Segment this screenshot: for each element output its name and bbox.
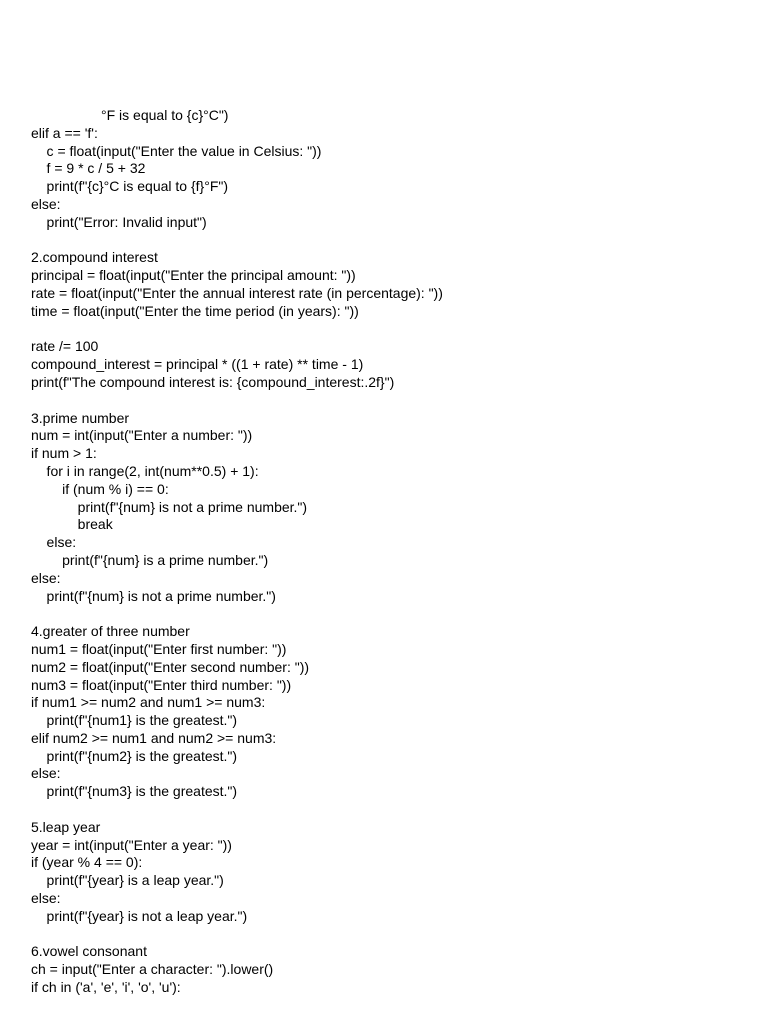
text-line: print(f"{num3} is the greatest.")	[31, 783, 238, 800]
text-line: else:	[31, 569, 61, 586]
text-line: f = 9 * c / 5 + 32	[31, 160, 146, 177]
document-body	[31, 107, 751, 997]
text-line: 6.vowel consonant	[31, 943, 147, 960]
text-line: print(f"The compound interest is: {compound_interest:.2f}")	[31, 373, 395, 390]
text-line	[31, 801, 751, 819]
text-line: °F is equal to {c}°C")	[31, 107, 229, 123]
text-line: else:	[31, 765, 61, 782]
text-line: print("Error: Invalid input")	[31, 213, 207, 230]
text-line: if ch in ('a', 'e', 'i', 'o', 'u'):	[31, 979, 181, 996]
text-line: if (year % 4 == 0):	[31, 854, 143, 871]
text-line: num2 = float(input("Enter second number: "))	[31, 658, 310, 675]
text-line: print(f"{num1} is the greatest.")	[31, 712, 238, 729]
text-line: num = int(input("Enter a number: "))	[31, 427, 253, 444]
text-line: if num > 1:	[31, 445, 97, 462]
text-line: if num1 >= num2 and num1 >= num3:	[31, 694, 266, 711]
text-line	[31, 392, 751, 410]
text-line: print(f"{num} is a prime number.")	[31, 551, 269, 568]
text-line: num1 = float(input("Enter first number: "))	[31, 640, 287, 657]
text-line: print(f"{num2} is the greatest.")	[31, 747, 238, 764]
text-line: year = int(input("Enter a year: "))	[31, 836, 232, 853]
text-line: rate = float(input("Enter the annual interest rate (in percentage): "))	[31, 284, 443, 301]
text-line: if (num % i) == 0:	[31, 480, 169, 497]
text-line: compound_interest = principal * ((1 + rate) ** time - 1)	[31, 356, 364, 373]
text-line: 5.leap year	[31, 818, 101, 835]
text-line: 4.greater of three number	[31, 623, 190, 640]
text-line: time = float(input("Enter the time period (in years): "))	[31, 302, 359, 319]
text-line: for i in range(2, int(num**0.5) + 1):	[31, 462, 259, 479]
text-line: else:	[31, 534, 77, 551]
text-line: print(f"{year} is a leap year.")	[31, 872, 224, 889]
text-line: else:	[31, 195, 61, 212]
text-line: else:	[31, 890, 61, 907]
text-line	[31, 232, 751, 250]
text-line	[31, 605, 751, 623]
text-line: ch = input("Enter a character: ").lower()	[31, 961, 274, 978]
text-line: print(f"{year} is not a leap year.")	[31, 907, 248, 924]
text-line: print(f"{num} is not a prime number.")	[31, 587, 276, 604]
text-line: break	[31, 516, 113, 533]
text-line: 3.prime number	[31, 409, 130, 426]
text-line	[31, 321, 751, 339]
text-line: rate /= 100	[31, 338, 99, 355]
text-line: print(f"{c}°C is equal to {f}°F")	[31, 178, 228, 195]
text-line: 2.compound interest	[31, 249, 158, 266]
text-line: principal = float(input("Enter the principal amount: "))	[31, 267, 356, 284]
text-line: print(f"{num} is not a prime number.")	[31, 498, 308, 515]
text-line: num3 = float(input("Enter third number: "))	[31, 676, 292, 693]
text-line: elif a == 'f':	[31, 124, 98, 141]
text-line: c = float(input("Enter the value in Celsius: "))	[31, 142, 322, 159]
text-line	[31, 926, 751, 944]
text-line: elif num2 >= num1 and num2 >= num3:	[31, 729, 277, 746]
